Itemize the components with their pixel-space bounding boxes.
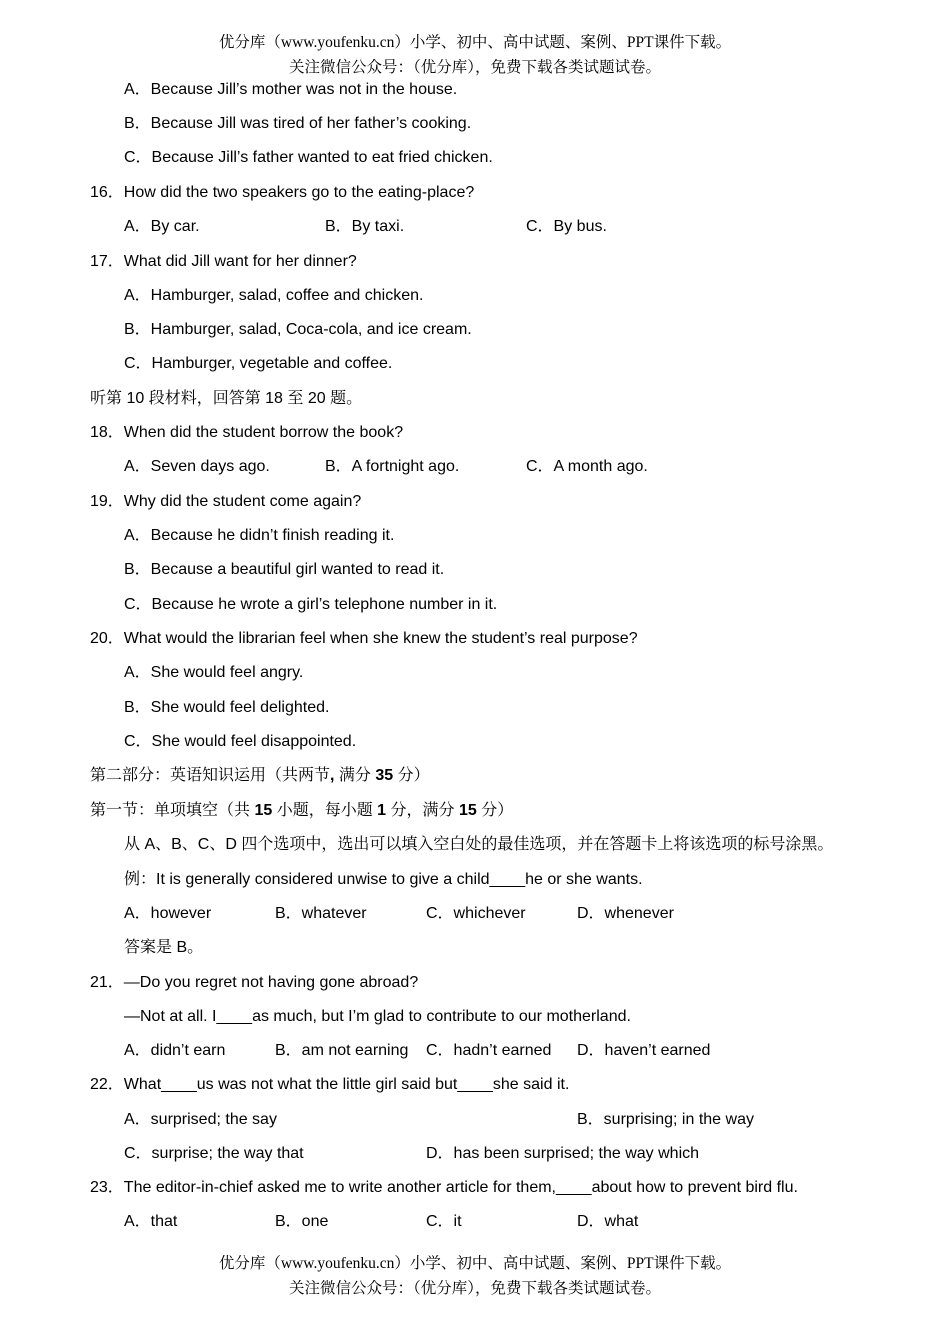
q22-option-d: D．has been surprised; the way which [426, 1145, 700, 1162]
sec1-total: 15 [458, 802, 477, 819]
q18-option-c: C．A month ago. [526, 458, 648, 475]
section-one-heading [90, 800, 513, 822]
sec1-suffix: 分） [476, 802, 514, 819]
q20-option-c: C．She would feel disappointed. [124, 733, 357, 750]
example-stem: 例：It is generally considered unwise to give a child____he or she wants. [124, 871, 643, 888]
example-answer: 答案是 B。 [124, 939, 204, 956]
sec1-each: 1 [377, 802, 387, 819]
example-option-a: A．however [124, 905, 212, 922]
example-option-d: D．whenever [577, 905, 674, 922]
q21-line2: —Not at all. I____as much, but I’m glad to contribute to our motherland. [124, 1008, 631, 1025]
part-two-heading [90, 765, 430, 787]
q19-option-c: C．Because he wrote a girl’s telephone number in it. [124, 596, 498, 613]
q23-option-a: A．that [124, 1213, 178, 1230]
part-two-score: 35 [375, 767, 394, 784]
page-header-line-2: 关注微信公众号：（优分库），免费下载各类试题试卷。 [288, 59, 661, 76]
q22-stem: 22．What____us was not what the little girl said but____she said it. [90, 1076, 570, 1093]
page-footer-line-2: 关注微信公众号：（优分库），免费下载各类试题试卷。 [288, 1280, 661, 1297]
q20-option-b: B．She would feel delighted. [124, 699, 330, 716]
part-two-mid: 满分 [334, 767, 376, 784]
q16-option-c: C．By bus. [526, 218, 607, 235]
q23-option-c: C．it [426, 1213, 462, 1230]
q23-stem: 23．The editor-in-chief asked me to write another article for them,____about how to prevent bird flu. [90, 1179, 798, 1196]
example-option-c: C．whichever [426, 905, 526, 922]
q21-option-a: A．didn’t earn [124, 1042, 226, 1059]
q20-stem: 20．What would the librarian feel when she knew the student’s real purpose? [90, 630, 638, 647]
sec1-mid1: 小题，每小题 [272, 802, 378, 819]
q22-option-a: A．surprised; the say [124, 1111, 277, 1128]
q18-option-b: B．A fortnight ago. [325, 458, 460, 475]
q21-option-c: C．hadn’t earned [426, 1042, 552, 1059]
instruction-text: 从 A、B、C、D 四个选项中，选出可以填入空白处的最佳选项，并在答题卡上将该选项的标号涂黑。 [124, 836, 834, 853]
q23-option-b: B．one [275, 1213, 329, 1230]
sec1-prefix: 第一节：单项填空（共 [90, 802, 255, 819]
q22-option-b: B．surprising; in the way [577, 1111, 754, 1128]
page-footer-line-1: 优分库（www.youfenku.cn）小学、初中、高中试题、案例、PPT课件下载。 [218, 1255, 732, 1272]
part-two-suffix: 分） [393, 767, 430, 784]
sec1-count: 15 [254, 802, 273, 819]
part-two-comma: , [330, 767, 335, 784]
q20-option-a: A．She would feel angry. [124, 664, 304, 681]
sec1-mid2: 分，满分 [386, 802, 459, 819]
q15-option-b: B．Because Jill was tired of her father’s cooking. [124, 115, 472, 132]
q21-option-b: B．am not earning [275, 1042, 409, 1059]
q17-option-b: B．Hamburger, salad, Coca-cola, and ice cream. [124, 321, 472, 338]
q16-stem: 16．How did the two speakers go to the eating-place? [90, 184, 475, 201]
q15-option-c: C．Because Jill’s father wanted to eat fried chicken. [124, 149, 493, 166]
q15-option-a: A．Because Jill’s mother was not in the house. [124, 81, 458, 98]
example-option-b: B．whatever [275, 905, 367, 922]
q17-option-c: C．Hamburger, vegetable and coffee. [124, 355, 393, 372]
q18-stem: 18．When did the student borrow the book? [90, 424, 404, 441]
q22-option-c: C．surprise; the way that [124, 1145, 304, 1162]
q19-option-b: B．Because a beautiful girl wanted to read it. [124, 561, 445, 578]
page-header-line-1: 优分库（www.youfenku.cn）小学、初中、高中试题、案例、PPT课件下载。 [218, 34, 732, 51]
q19-option-a: A．Because he didn’t finish reading it. [124, 527, 395, 544]
q16-option-a: A．By car. [124, 218, 200, 235]
section-listening-10: 听第 10 段材料，回答第 18 至 20 题。 [90, 390, 363, 407]
q17-option-a: A．Hamburger, salad, coffee and chicken. [124, 287, 424, 304]
q19-stem: 19．Why did the student come again? [90, 493, 362, 510]
q18-option-a: A．Seven days ago. [124, 458, 270, 475]
q21-option-d: D．haven’t earned [577, 1042, 711, 1059]
part-two-prefix: 第二部分：英语知识运用（共两节 [90, 767, 331, 784]
q21-stem: 21．—Do you regret not having gone abroad? [90, 974, 419, 991]
q16-option-b: B．By taxi. [325, 218, 405, 235]
q23-option-d: D．what [577, 1213, 639, 1230]
q17-stem: 17．What did Jill want for her dinner? [90, 253, 357, 270]
